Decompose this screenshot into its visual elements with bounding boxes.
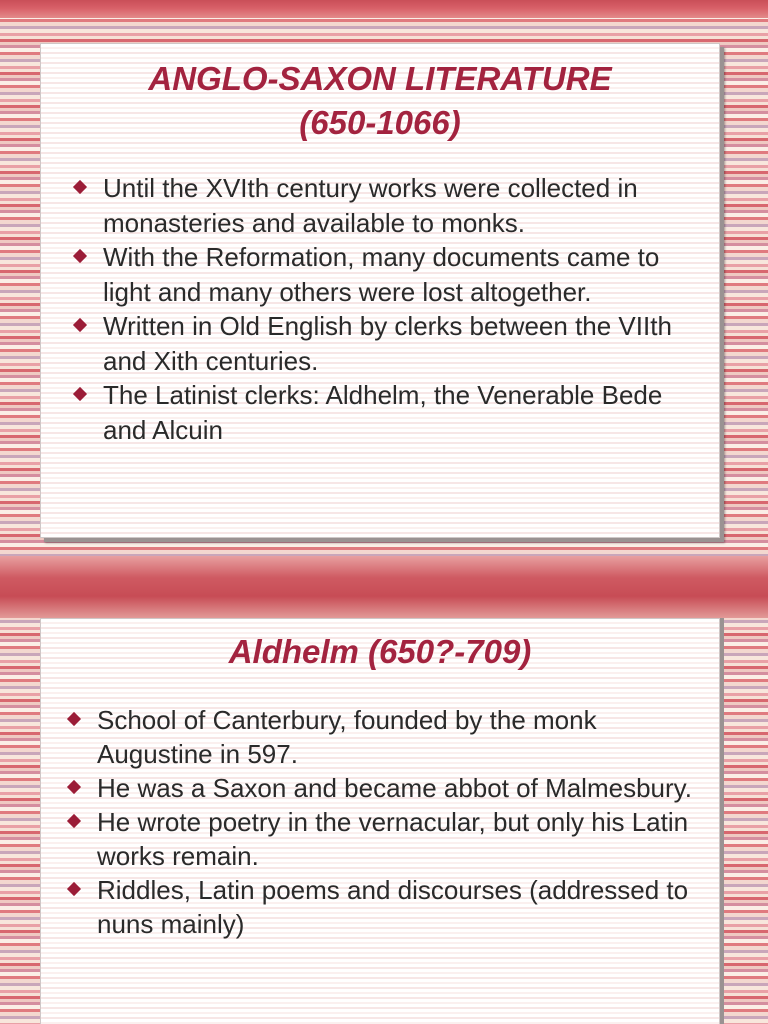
bullet-text: School of Canterbury, founded by the monk Augustine in 597. — [97, 705, 597, 769]
list-item — [65, 771, 703, 805]
slide-title-line-2: (650-1066) — [299, 104, 461, 141]
diamond-bullet-icon — [73, 249, 87, 263]
bullet-list — [41, 171, 719, 447]
bullet-text: With the Reformation, many documents came to light and many others were lost altogether. — [103, 242, 660, 307]
list-item — [65, 805, 703, 873]
diamond-bullet-icon — [67, 712, 81, 726]
slide-title — [41, 44, 719, 145]
bullet-text: The Latinist clerks: Aldhelm, the Venerable Bede and Alcuin — [103, 380, 663, 445]
diamond-bullet-icon — [67, 882, 81, 896]
slide-title: Aldhelm (650?-709) — [228, 633, 532, 670]
background-band-top — [0, 0, 768, 18]
bullet-text: Written in Old English by clerks between the VIIth and Xith centuries. — [103, 311, 672, 376]
list-item — [65, 873, 703, 941]
list-item — [71, 309, 699, 378]
bullet-list — [41, 703, 719, 941]
diamond-bullet-icon — [67, 814, 81, 828]
background-band-middle — [0, 556, 768, 618]
slide-title-line-1: ANGLO-SAXON LITERATURE — [148, 60, 612, 97]
diamond-bullet-icon — [67, 780, 81, 794]
list-item — [71, 378, 699, 447]
list-item — [71, 171, 699, 240]
bullet-text: Until the XVIth century works were collected in monasteries and available to monks. — [103, 173, 638, 238]
diamond-bullet-icon — [73, 387, 87, 401]
bullet-text: He wrote poetry in the vernacular, but only his Latin works remain. — [97, 807, 689, 871]
slide-aldhelm — [40, 618, 720, 1024]
slide-anglo-saxon-literature — [40, 43, 720, 538]
diamond-bullet-icon — [73, 180, 87, 194]
list-item — [65, 703, 703, 771]
bullet-text: He was a Saxon and became abbot of Malmesbury. — [97, 773, 692, 803]
list-item — [71, 240, 699, 309]
bullet-text: Riddles, Latin poems and discourses (addressed to nuns mainly) — [97, 875, 689, 939]
diamond-bullet-icon — [73, 318, 87, 332]
